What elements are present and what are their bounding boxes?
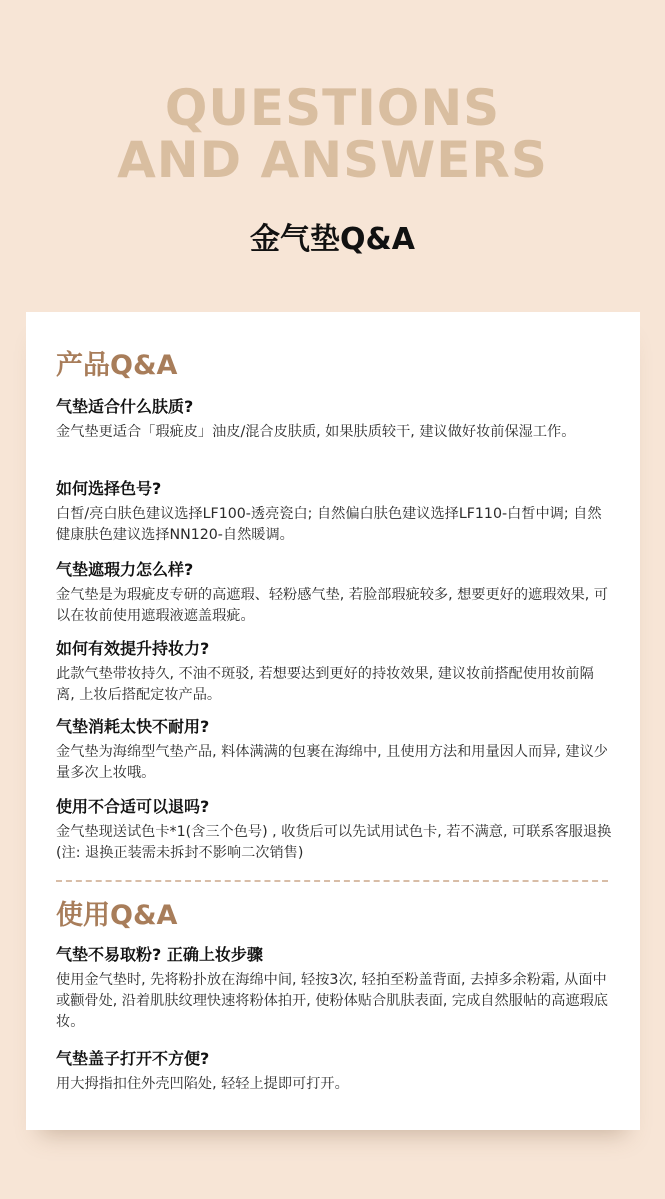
question: 使用不合适可以退吗? [56,797,210,816]
question: 气垫遮瑕力怎么样? [56,560,194,579]
answer: 此款气垫带妆持久, 不油不斑驳, 若想要达到更好的持妆效果, 建议妆前搭配使用妆前隔离, 上妆后搭配定妆产品。 [56,666,594,703]
qa-item-returns [56,796,612,864]
answer: 使用金气垫时, 先将粉扑放在海绵中间, 轻按3次, 轻拍至粉盖背面, 去掉多余粉霜, 从面中或颧骨处, 沿着肌肤纹理快速将粉体拍开, 使粉体贴合肌肤表面, 完成自然服帖的高遮瑕底妆。 [56,972,608,1030]
qa-card [26,312,640,1130]
answer: 白皙/亮白肤色建议选择LF100-透亮瓷白; 自然偏白肤色建议选择LF110-白皙中调; 自然健康肤色建议选择NN120-自然暖调。 [56,506,602,543]
qa-item-consumption [56,716,612,784]
section-title-product: 产品Q&A [56,350,178,381]
page-subtitle: 金气垫Q&A [250,222,415,257]
question: 气垫适合什么肤质? [56,397,194,416]
answer: 金气垫更适合「瑕疵皮」油皮/混合皮肤质, 如果肤质较干, 建议做好妆前保湿工作。 [56,424,576,440]
answer: 金气垫是为瑕疵皮专研的高遮瑕、轻粉感气垫, 若脸部瑕疵较多, 想要更好的遮瑕效果, 可以在妆前使用遮瑕液遮盖瑕疵。 [56,587,608,624]
qa-item-coverage [56,559,612,627]
question: 如何选择色号? [56,479,162,498]
answer: 金气垫为海绵型气垫产品, 料体满满的包裹在海绵中, 且使用方法和用量因人而异, 建议少量多次上妆哦。 [56,744,608,781]
qa-item-application-steps [56,944,612,1033]
section-divider [56,880,608,882]
answer: 用大拇指扣住外壳凹陷处, 轻轻上提即可打开。 [56,1076,349,1092]
question: 气垫消耗太快不耐用? [56,717,210,736]
question: 气垫盖子打开不方便? [56,1049,210,1068]
section-title-usage: 使用Q&A [56,900,178,931]
question: 气垫不易取粉? 正确上妆步骤 [56,945,263,964]
qa-item-longevity [56,638,612,706]
qa-item-skin-type [56,396,612,443]
answer: 金气垫现送试色卡*1(含三个色号) , 收货后可以先试用试色卡, 若不满意, 可联系客服退换 (注: 退换正装需未拆封不影响二次销售) [56,824,612,861]
qa-item-opening-lid [56,1048,612,1095]
question: 如何有效提升持妆力? [56,639,210,658]
hero-title-line-1: QUESTIONS [164,79,501,137]
hero-title-line-2: AND ANSWERS [117,131,548,189]
qa-item-shade-selection [56,478,612,546]
